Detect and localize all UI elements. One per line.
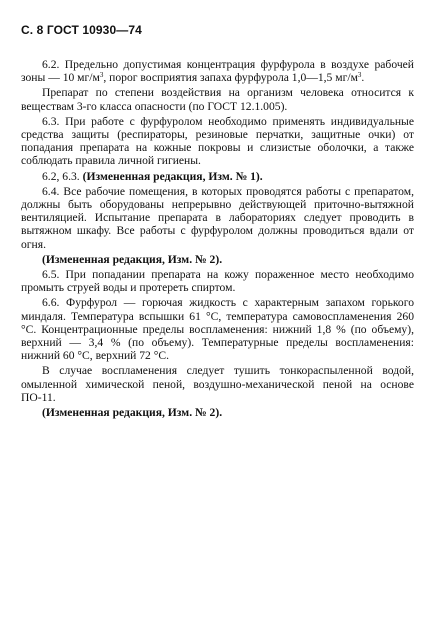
superscript-cubic-b: 3 [357,71,362,80]
paragraph-6-2-text-c: . [361,71,365,85]
paragraph-6-3: 6.3. При работе с фурфуролом необходимо применять индивидуальные средства защиты (респираторы, резиновые перчатки, защитные очки) от попадания препарата на кожные покровы и слизистые оболочки, а также соблюдать правила личной гигиены. [21,114,414,168]
paragraph-6-5: 6.5. При попадании препарата на кожу пораженное место необходимо промыть струей воды и протереть спиртом. [21,268,414,295]
edit-reference: 6.2, 6.3. [42,169,83,183]
edit-note-2-b: (Измененная редакция, Изм. № 2). [42,406,223,420]
paragraph-hazard-class: Препарат по степени воздействия на организм человека относится к веществам 3-го класса опасности (по ГОСТ 12.1.005). [21,86,414,113]
paragraph-6-2 [21,58,414,84]
paragraph-fire-extinguishing: В случае воспламенения следует тушить тонкораспыленной водой, омыленной химической пеной, воздушно-механической пеной на основе ПО-11. [21,364,414,404]
paragraph-6-2-text-b: , порог восприятия запаха фурфурола 1,0—1,5 мг/м [103,71,358,85]
paragraph-6-4: 6.4. Все рабочие помещения, в которых проводятся работы с препаратом, должны быть оборудованы непрерывно действующей приточно-вытяжной вентиляцией. Испытание препарата в лабораториях следует проводить в вытяжном шкафу. Все работы с фурфуролом должны проводиться вдали от огня. [21,184,414,251]
paragraph-6-6: 6.6. Фурфурол — горючая жидкость с характерным запахом горького миндаля. Температура вспышки 61 °С, температура самовоспламенения 260 °С. Концентрационные пределы воспламенения: нижний 1,8 % (по объему), верхний — 3,4 % (по объему). Температурные пределы воспламенения: нижний 60 °С, верхний 72 °С. [21,296,414,363]
page-header: С. 8 ГОСТ 10930—74 [21,23,142,37]
document-body [21,58,414,421]
edit-note: (Измененная редакция, Изм. № 1). [82,169,263,183]
edit-note-2-a: (Измененная редакция, Изм. № 2). [42,252,223,266]
superscript-cubic-a: 3 [99,71,104,80]
paragraph-6-2-6-3-edit [21,170,414,183]
paragraph-6-2-text-a: 6.2. Предельно допустимая концентрация фурфурола в воздухе рабочей зоны — 10 мг/м [21,58,414,85]
